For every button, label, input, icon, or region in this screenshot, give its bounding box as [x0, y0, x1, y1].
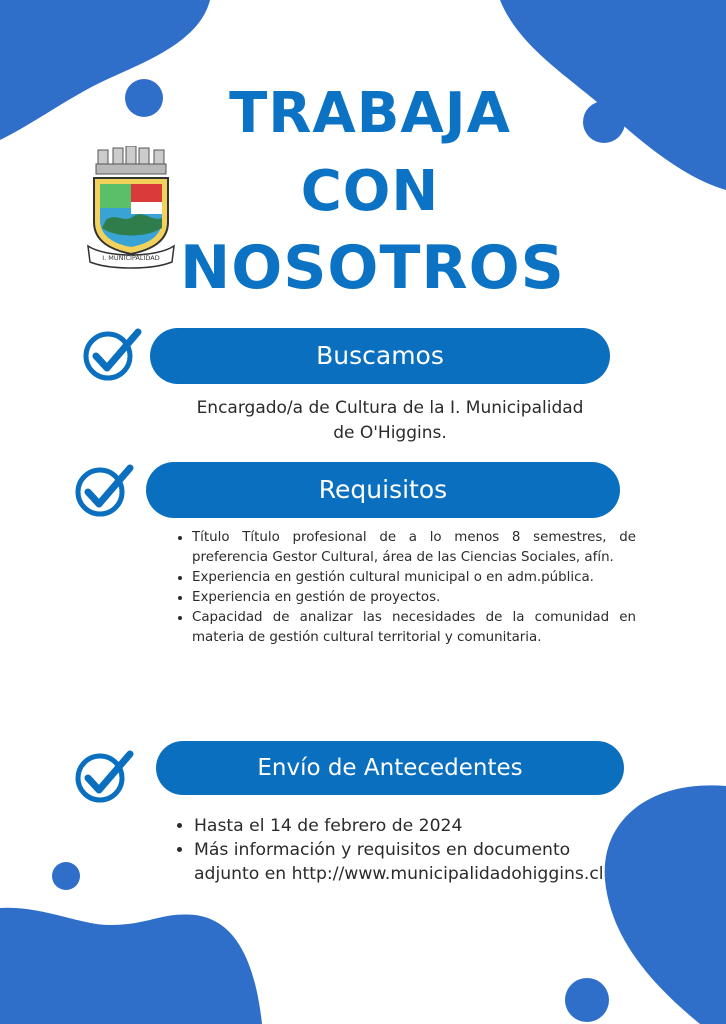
title-line-2: CON: [300, 159, 440, 224]
section-heading-buscamos: Buscamos: [150, 328, 610, 384]
list-item: • Título Título profesional de a lo menos 8 semestres, de preferencia Gestor Cultural, área de las Ciencias Sociales, afín.: [192, 528, 636, 568]
section-heading-requisitos: Requisitos: [146, 462, 620, 518]
title-line-1: TRABAJA: [229, 81, 511, 146]
buscamos-line-1: Encargado/a de Cultura de la I. Municipalidad: [196, 398, 584, 418]
list-item: • Capacidad de analizar las necesidades de la comunidad en materia de gestión cultural territorial y comunitaria.: [192, 608, 636, 648]
dot-top-right: [583, 101, 625, 143]
list-item: • Experiencia en gestión cultural municipal o en adm.pública.: [192, 568, 636, 588]
buscamos-line-2: de O'Higgins.: [333, 423, 447, 443]
crest-label: I. MUNICIPALIDAD: [102, 254, 160, 262]
requisitos-list: [172, 528, 636, 648]
buscamos-text: [160, 396, 620, 446]
check-circle-icon: [72, 748, 134, 804]
title-line-3: NOSOTROS: [180, 233, 565, 303]
blob-bottom-right: [605, 785, 726, 1024]
dot-bottom-left: [52, 862, 80, 890]
check-circle-icon: [80, 326, 142, 382]
blob-bottom-left: [0, 908, 262, 1024]
blob-top-left: [0, 0, 210, 140]
list-item: • Experiencia en gestión de proyectos.: [192, 588, 636, 608]
list-item: • Más información y requisitos en documento adjunto en http://www.municipalidadohiggins.cl: [194, 838, 614, 886]
dot-top-left: [125, 79, 163, 117]
dot-bottom-right: [565, 978, 609, 1022]
section-heading-envio: Envío de Antecedentes: [156, 741, 624, 795]
envio-list: [172, 814, 614, 886]
list-item: • Hasta el 14 de febrero de 2024: [194, 814, 614, 838]
check-circle-icon: [72, 462, 134, 518]
municipal-crest-icon: [86, 146, 176, 270]
